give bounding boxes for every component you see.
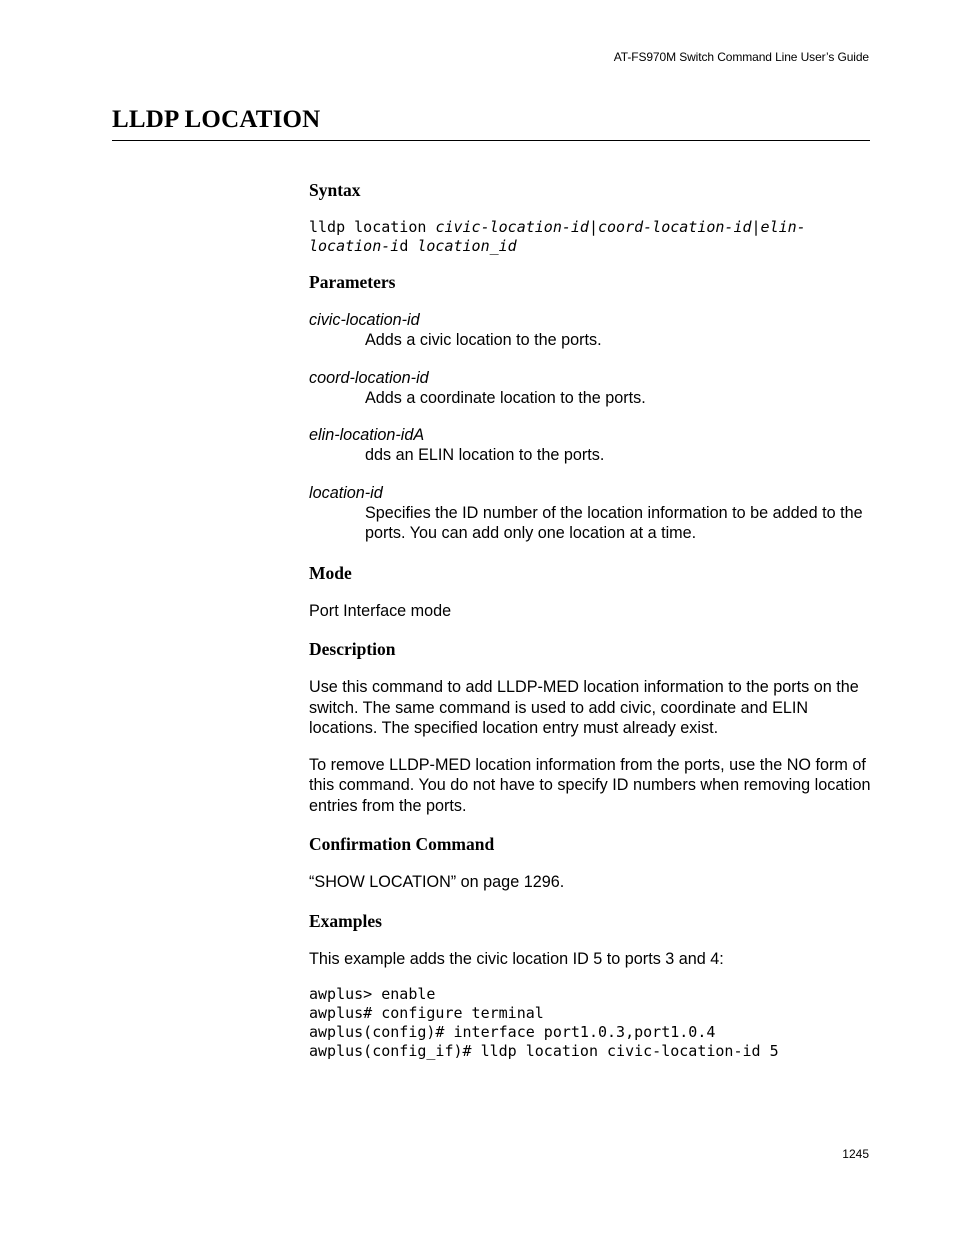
- example-code-line: awplus> enable: [309, 985, 436, 1003]
- content-column: [309, 178, 874, 1075]
- description-paragraph: Use this command to add LLDP-MED location information to the ports on the switch. The same command is used to add civic, coordinate and ELIN locations. The specified location entry must already exist.: [309, 678, 859, 737]
- examples-section: [309, 909, 874, 1062]
- syntax-variable: location-i: [309, 237, 400, 255]
- parameter-item: [309, 310, 874, 351]
- parameter-item: [309, 368, 874, 409]
- syntax-variable: location_id: [417, 237, 517, 255]
- parameter-description: Specifies the ID number of the location information to be added to the ports. You can add only one location at a time.: [365, 503, 863, 542]
- syntax-variable: civic-location-id|coord-location-id|elin-: [435, 218, 806, 236]
- confirmation-section: [309, 832, 874, 893]
- parameter-item: [309, 425, 874, 466]
- example-code-line: awplus(config)# interface port1.0.3,port1.0.4: [309, 1023, 716, 1041]
- syntax-code: [309, 218, 874, 256]
- running-header: AT-FS970M Switch Command Line User’s Guide: [613, 50, 869, 64]
- confirmation-heading: Confirmation Command: [309, 834, 495, 854]
- confirmation-link[interactable]: “SHOW LOCATION” on page 1296.: [309, 873, 565, 891]
- example-code-block: [309, 985, 874, 1061]
- example-code-line: awplus(config_if)# lldp location civic-location-id 5: [309, 1042, 779, 1060]
- parameter-name: location-id: [309, 483, 383, 502]
- mode-text: Port Interface mode: [309, 601, 452, 620]
- syntax-section: [309, 178, 874, 256]
- mode-heading: Mode: [309, 562, 352, 583]
- description-heading: Description: [309, 639, 396, 659]
- parameter-name: coord-location-id: [309, 368, 429, 387]
- mode-section: [309, 561, 874, 622]
- parameter-description: Adds a civic location to the ports.: [365, 331, 602, 349]
- page-number: 1245: [842, 1147, 869, 1161]
- page-title: LLDP LOCATION: [112, 106, 321, 133]
- syntax-command: d: [399, 237, 418, 255]
- description-section: [309, 637, 874, 816]
- parameter-item: [309, 483, 874, 544]
- examples-heading: Examples: [309, 910, 382, 931]
- syntax-heading: Syntax: [309, 180, 361, 200]
- syntax-command: lldp location: [309, 218, 436, 236]
- parameter-description: Adds a coordinate location to the ports.: [365, 388, 646, 407]
- parameters-heading: Parameters: [309, 272, 396, 292]
- examples-intro: This example adds the civic location ID 5 to ports 3 and 4:: [309, 949, 724, 968]
- parameter-description: dds an ELIN location to the ports.: [365, 446, 605, 464]
- title-rule: [112, 140, 870, 141]
- parameters-section: [309, 270, 874, 544]
- parameter-name: civic-location-id: [309, 311, 420, 329]
- example-code-line: awplus# configure terminal: [309, 1004, 544, 1022]
- description-paragraph: To remove LLDP-MED location information from the ports, use the NO form of this command. You do not have to specify ID numbers when removing location entries from the ports.: [309, 755, 871, 815]
- parameter-name: elin-location-idA: [309, 426, 425, 444]
